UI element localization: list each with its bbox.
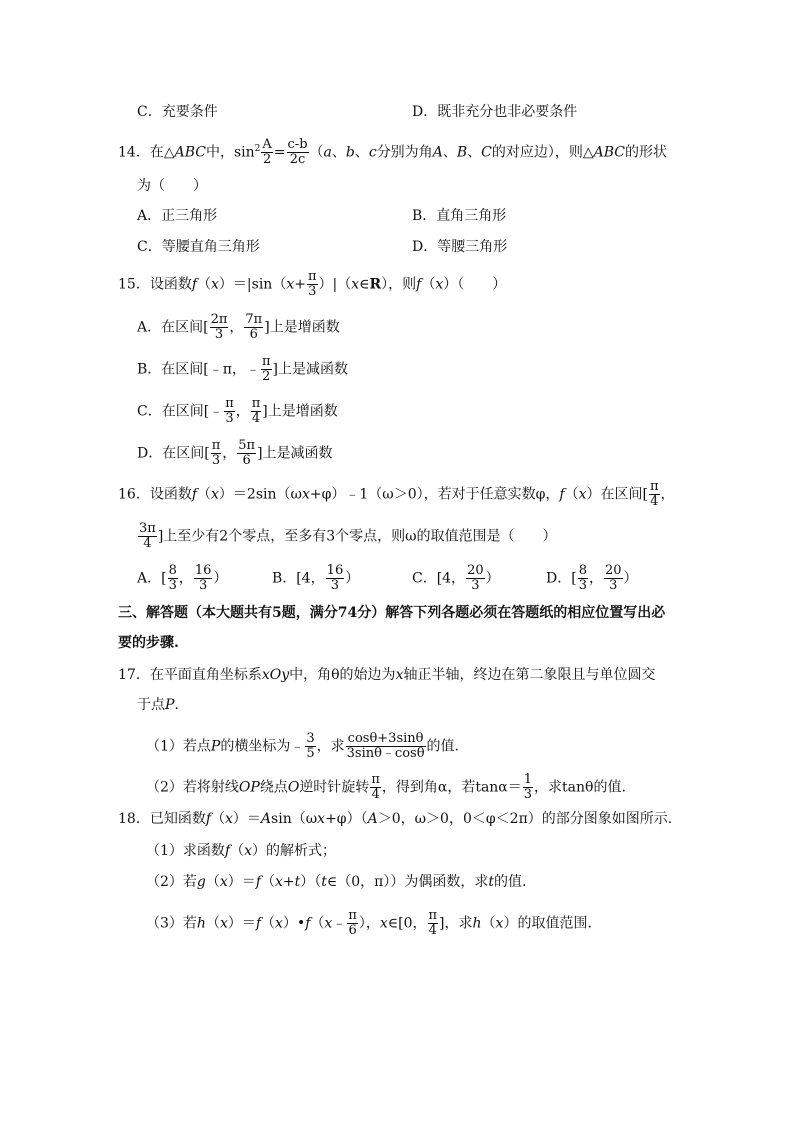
denominator: 2	[262, 369, 271, 384]
text: 、	[442, 144, 457, 161]
text: C	[481, 144, 492, 161]
text: t	[294, 874, 301, 890]
numerator: 8	[578, 563, 587, 578]
denominator: 3	[609, 578, 618, 593]
text: 绕点	[259, 779, 288, 796]
fraction	[326, 564, 345, 593]
text: f	[416, 276, 422, 293]
text: f	[255, 874, 261, 890]
text: （	[260, 874, 275, 890]
text: ）（	[300, 874, 322, 890]
q14-option-c: C．等腰直角三角形	[137, 239, 260, 255]
text: x	[244, 843, 253, 859]
q18-stem	[118, 809, 672, 829]
denominator: 2	[262, 152, 272, 167]
text: ）	[623, 570, 638, 587]
text: OP	[238, 779, 260, 796]
text: 的横坐标为﹣	[220, 738, 305, 755]
text: .	[174, 697, 179, 713]
text: h	[472, 915, 482, 932]
fraction	[211, 439, 222, 468]
text: x	[219, 915, 228, 932]
text: C．在区间[﹣	[137, 403, 224, 420]
text: ，求tanθ的值.	[534, 779, 626, 796]
q15-option-c	[137, 397, 338, 426]
text: 18．已知函数	[118, 811, 206, 827]
text: sin（ω	[271, 811, 318, 827]
text: （3）若	[146, 915, 197, 932]
text: 中，sin	[205, 144, 255, 161]
text: ），则	[381, 276, 417, 293]
q14-stem-line2: 为（ ）	[137, 178, 207, 194]
fraction	[287, 138, 309, 167]
text: 的形状	[624, 144, 667, 161]
q17-part-1	[146, 732, 459, 761]
denominator: 3	[211, 453, 221, 468]
denominator: 6	[348, 923, 357, 938]
text: ∈	[359, 276, 370, 293]
text: ）|（	[318, 276, 352, 293]
text: ]上是增函数	[262, 403, 338, 420]
q18-part-3	[146, 909, 592, 938]
q14-option-d: D．等腰三角形	[412, 239, 508, 255]
text: （	[230, 843, 245, 859]
text: ]上至少有2个零点，至多有3个零点，则ω的取值范围是（ ）	[157, 528, 557, 545]
text: +	[282, 874, 295, 890]
numerator: π	[371, 772, 380, 787]
text: 的对应边），则△	[491, 144, 594, 161]
numerator: A	[262, 137, 272, 152]
q17-part-2	[146, 773, 626, 802]
text: ）•	[282, 915, 306, 932]
fraction	[168, 564, 178, 593]
text: x	[286, 276, 295, 293]
text: f	[191, 486, 198, 503]
text: 、	[354, 144, 369, 161]
q18-part-2	[146, 872, 526, 892]
denominator: 4	[251, 411, 261, 426]
text: （	[197, 276, 212, 293]
text: =	[273, 144, 286, 161]
q13-option-c: C．充要条件	[137, 104, 218, 120]
denominator: 3	[523, 787, 533, 802]
text: ABC	[593, 144, 625, 161]
denominator: 3	[225, 411, 234, 426]
numerator: c-b	[287, 137, 308, 152]
text: A．[	[137, 570, 167, 587]
text: ，	[229, 319, 244, 336]
fraction	[194, 564, 213, 593]
text: x	[211, 276, 219, 293]
text: x	[395, 667, 404, 683]
text: a	[323, 144, 332, 161]
exponent: 2	[254, 143, 261, 154]
denominator: 4	[371, 787, 380, 802]
text: A	[260, 811, 272, 827]
text: 于点	[137, 697, 165, 713]
text: A	[432, 144, 443, 161]
text: +	[294, 276, 306, 293]
text: （	[205, 915, 220, 932]
text: ∈（0，π））为偶函数，求	[326, 874, 489, 890]
fraction	[305, 732, 315, 761]
fraction	[346, 732, 426, 761]
text: （	[310, 915, 325, 932]
fraction	[370, 773, 381, 802]
numerator: π	[225, 396, 234, 411]
denominator: 3	[308, 284, 317, 299]
text: 逆时针旋转	[299, 779, 370, 796]
q18-part-1	[146, 841, 336, 861]
fraction	[224, 397, 235, 426]
denominator: 3sinθ﹣cosθ	[346, 746, 425, 761]
text: ，	[178, 570, 193, 587]
text: P	[210, 738, 221, 755]
text: P	[165, 697, 175, 713]
text: h	[196, 915, 206, 932]
text: （	[481, 915, 496, 932]
text: ）＝|sin（	[218, 276, 287, 293]
text: （1）求函数	[146, 843, 225, 859]
numerator: cosθ+3sinθ	[346, 732, 426, 747]
text: x	[379, 915, 388, 932]
fraction	[578, 564, 588, 593]
numerator: 8	[168, 563, 177, 578]
numerator: π	[348, 908, 357, 923]
numerator: π	[261, 354, 271, 369]
fraction	[244, 313, 263, 342]
text: 15．设函数	[118, 276, 192, 293]
text: x	[317, 811, 326, 827]
fraction	[237, 439, 256, 468]
text: ）＝	[227, 915, 256, 932]
text: x	[219, 874, 228, 890]
numerator: 1	[523, 772, 533, 787]
text: D．在区间[	[137, 445, 210, 462]
text: 的值.	[426, 738, 459, 755]
text: （2）若将射线	[146, 779, 239, 796]
text: 16．设函数	[118, 486, 192, 503]
fraction	[261, 355, 272, 384]
text: 14．在△	[118, 144, 175, 161]
q15-stem	[118, 270, 506, 299]
text: x	[225, 811, 233, 827]
text: ＞0，ω＞0，0＜φ＜2π）的部分图象如图所示.	[377, 811, 673, 827]
text: xOy	[261, 667, 290, 683]
numerator: π	[307, 269, 317, 284]
fraction	[138, 522, 157, 551]
text: 、	[467, 144, 482, 161]
denominator: 3	[330, 578, 340, 593]
denominator: 4	[428, 923, 437, 938]
text: b	[345, 144, 355, 161]
text: f	[255, 915, 262, 932]
denominator: 4	[650, 494, 659, 509]
text: f	[559, 486, 565, 503]
text: （	[197, 486, 212, 503]
q16-option-c	[412, 564, 500, 593]
text: ）＝2sin（ω	[218, 486, 302, 503]
q13-option-d: D．既非充分也非必要条件	[412, 104, 578, 120]
denominator: 2c	[289, 152, 306, 167]
q17-stem-line2	[137, 695, 179, 715]
text: ，得到角α，若tanα＝	[381, 779, 522, 796]
text: ABC	[174, 144, 206, 161]
text: （	[205, 874, 220, 890]
q17-stem	[118, 665, 655, 685]
fraction	[523, 773, 533, 802]
text: x	[324, 915, 333, 932]
text: （2）若	[146, 874, 197, 890]
text: ，	[588, 570, 603, 587]
denominator: 6	[242, 453, 251, 468]
text: +φ）（	[325, 811, 368, 827]
text: x	[495, 915, 504, 932]
text: C．[4，	[412, 570, 466, 587]
text: （	[211, 811, 226, 827]
text: f	[305, 915, 311, 932]
text: x	[275, 915, 283, 932]
text: 中，角θ的始边为	[289, 667, 396, 683]
text: ]上是减函数	[257, 445, 333, 462]
numerator: 5π	[238, 438, 256, 453]
numerator: 16	[326, 563, 344, 578]
text: ）＝	[232, 811, 261, 827]
text: +φ）﹣1（ω＞0），若对于任意实数φ，	[309, 486, 560, 503]
text: （	[564, 486, 579, 503]
denominator: 4	[143, 536, 152, 551]
text: R	[369, 276, 382, 293]
text: 分别为角	[376, 144, 433, 161]
text: ]，求	[439, 915, 473, 932]
text: A	[367, 811, 378, 827]
numerator: 3	[306, 731, 315, 746]
text: ）的解析式；	[252, 843, 337, 859]
text: ）	[213, 570, 228, 587]
section-3-heading: 三、解答题（本大题共有5题，满分74分）解答下列各题必须在答题纸的相应位置写出必	[118, 605, 666, 621]
q14-stem	[118, 138, 667, 167]
numerator: 20	[604, 563, 622, 578]
numerator: 20	[467, 563, 484, 578]
fraction	[649, 480, 660, 509]
q15-option-a	[137, 313, 340, 342]
text: x	[274, 874, 283, 890]
denominator: 5	[306, 746, 315, 761]
q16-option-b	[272, 564, 359, 593]
fraction	[347, 909, 358, 938]
fraction	[428, 909, 439, 938]
fraction	[261, 138, 272, 167]
text: x	[211, 486, 219, 503]
text: t	[321, 874, 327, 890]
q14-option-b: B．直角三角形	[412, 208, 507, 224]
q15-option-d	[137, 439, 333, 468]
text: ）	[345, 570, 360, 587]
q16-stem-line2	[137, 522, 557, 551]
section-3-heading-line2: 要的步骤.	[118, 635, 179, 651]
q16-option-a	[137, 564, 227, 593]
denominator: 3	[471, 578, 480, 593]
text: ∈[0，	[387, 915, 427, 932]
text: （	[261, 915, 276, 932]
text: D．[	[546, 570, 577, 587]
numerator: 7π	[245, 312, 263, 327]
denominator: 3	[198, 578, 208, 593]
denominator: 6	[249, 327, 258, 342]
text: x	[351, 276, 360, 293]
denominator: 3	[578, 578, 587, 593]
text: （	[309, 144, 324, 161]
fraction	[251, 397, 262, 426]
text: ）在区间[	[586, 486, 648, 503]
q16-option-d	[546, 564, 638, 593]
text: ）	[485, 570, 500, 587]
text: A．在区间[	[137, 319, 209, 336]
text: 17．在平面直角坐标系	[118, 667, 262, 683]
text: ]上是减函数	[272, 361, 348, 378]
numerator: π	[649, 479, 659, 494]
text: ）＝	[227, 874, 256, 890]
text: B	[456, 144, 468, 161]
text: ﹣	[332, 915, 347, 932]
text: B．[4，	[272, 570, 325, 587]
fraction	[604, 564, 623, 593]
text: （1）若点	[146, 738, 211, 755]
numerator: 16	[194, 563, 212, 578]
numerator: 3π	[139, 521, 156, 536]
q14-option-a: A．正三角形	[137, 208, 218, 224]
denominator: 3	[214, 327, 224, 342]
fraction	[307, 270, 318, 299]
text: f	[224, 843, 231, 859]
text: ，	[235, 403, 250, 420]
text: ]上是增函数	[264, 319, 340, 336]
text: O	[287, 779, 300, 796]
text: ）的取值范围.	[503, 915, 592, 932]
q15-option-b	[137, 355, 348, 384]
text: f	[205, 811, 212, 827]
text: 、	[331, 144, 346, 161]
text: ，	[660, 486, 675, 503]
text: 的值.	[494, 874, 527, 890]
text: g	[196, 874, 206, 890]
text: 轴正半轴，终边在第二象限且与单位圆交	[403, 667, 656, 683]
fraction	[466, 564, 485, 593]
q16-stem	[118, 480, 675, 509]
text: c	[368, 144, 377, 161]
numerator: π	[211, 438, 221, 453]
text: x	[435, 276, 444, 293]
text: f	[191, 276, 198, 293]
text: ），	[358, 915, 380, 932]
text: ，	[222, 445, 237, 462]
text: x	[301, 486, 310, 503]
text: x	[578, 486, 587, 503]
numerator: π	[251, 396, 261, 411]
text: B．在区间[﹣π，﹣	[137, 361, 260, 378]
text: t	[488, 874, 495, 890]
text: ）（ ）	[443, 276, 507, 293]
denominator: 3	[168, 578, 177, 593]
fraction	[210, 313, 229, 342]
numerator: π	[428, 908, 438, 923]
numerator: 2π	[210, 312, 228, 327]
text: ，求	[316, 738, 345, 755]
text: （	[421, 276, 436, 293]
